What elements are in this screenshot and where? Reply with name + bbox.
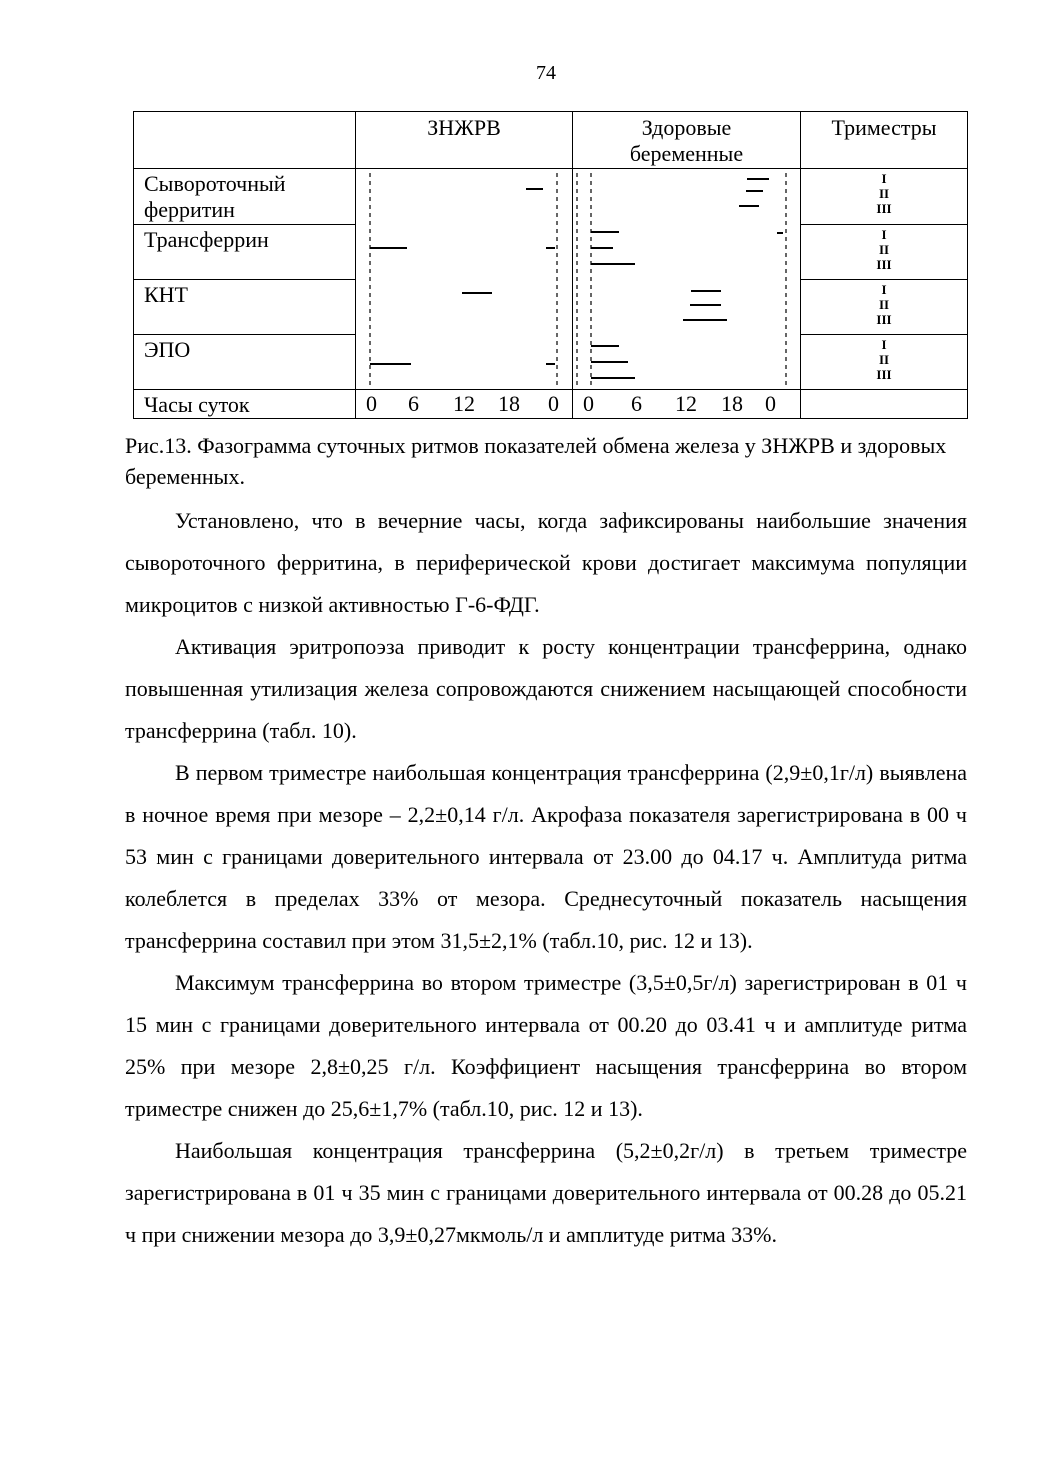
row-label-knt: [134, 280, 356, 335]
trimester-mark-i: I: [881, 337, 887, 352]
trimester-marks-ferritin: [801, 169, 968, 225]
phase-plot-healthy: [573, 169, 801, 390]
hour-tick-label: 12: [453, 391, 475, 416]
phase-plot-znzhrv-svg: [356, 169, 572, 391]
header-healthy-line2: беременные: [629, 141, 744, 166]
trimester-mark-iii: III: [876, 201, 892, 216]
row-label-line2: ферритин: [144, 197, 235, 222]
body-text: [125, 500, 967, 1256]
paragraph: Максимум трансферрина во втором триместре (3,5±0,5г/л) зарегистрирован в 01 ч 15 мин с границами доверительного интервала от 00.20 до 03.41 ч и амплитуде ритма 25% при мезоре 2,8±0,25 г/л. Коэффициент насыщения трансферрина во втором триместре снижен до 25,6±1,7% (табл.10, рис. 12 и 13).: [125, 970, 967, 1121]
hour-tick-label: 18: [721, 391, 743, 416]
page-number: 74: [536, 62, 556, 84]
trimester-mark-i: I: [881, 282, 887, 297]
trimester-marks-knt: [801, 280, 968, 335]
header-trimesters-text: Триместры: [831, 115, 937, 140]
hours-axis-healthy: [573, 390, 801, 419]
header-healthy: [573, 112, 801, 169]
hour-tick-label: 18: [498, 391, 520, 416]
hour-tick-label: 0: [583, 391, 594, 416]
trimester-mark-i: I: [881, 227, 887, 242]
trimester-mark-ii: II: [878, 352, 890, 367]
header-znzhrv-text: ЗНЖРВ: [427, 115, 501, 140]
row-label-ferritin: [134, 169, 356, 225]
table-corner-cell: [134, 112, 356, 169]
trimester-marks-epo: [801, 335, 968, 390]
row-label-line1: Трансферрин: [144, 227, 269, 252]
trimester-mark-iii: III: [876, 257, 892, 272]
trimester-mark-ii: II: [878, 297, 890, 312]
header-trimesters: [801, 112, 968, 169]
figure-caption: Рис.13. Фазограмма суточных ритмов показателей обмена железа у ЗНЖРВ и здоровых беременных.: [125, 433, 947, 489]
row-label-transferrin: [134, 225, 356, 280]
trimester-mark-iii: III: [876, 312, 892, 327]
phase-plot-healthy-svg: [573, 169, 800, 391]
hour-tick-label: 0: [366, 391, 377, 416]
trimester-mark-ii: II: [878, 186, 890, 201]
hour-tick-label: 0: [548, 391, 559, 416]
hours-label: Часы суток: [144, 392, 250, 417]
header-healthy-line1: Здоровые: [641, 115, 732, 140]
row-label-epo: [134, 335, 356, 390]
phase-plot-znzhrv: [356, 169, 573, 390]
paragraph: Наибольшая концентрация трансферрина (5,2±0,2г/л) в третьем триместре зарегистрирована в 01 ч 35 мин с границами доверительного интервала от 00.28 до 05.21 ч при снижении мезора до 3,9±0,27мкмоль/л и амплитуде ритма 33%.: [125, 1138, 967, 1247]
row-label-hours: [134, 390, 356, 419]
row-label-line1: КНТ: [144, 282, 188, 307]
hour-tick-label: 12: [675, 391, 697, 416]
hours-empty-cell: [801, 390, 968, 419]
hour-tick-label: 6: [631, 391, 642, 416]
paragraph: В первом триместре наибольшая концентрация трансферрина (2,9±0,1г/л) выявлена в ночное время при мезоре – 2,2±0,14 г/л. Акрофаза показателя зарегистрирована в 00 ч 53 мин с границами доверительного интервала от 23.00 до 04.17 ч. Амплитуда ритма колеблется в пределах 33% от мезора. Среднесуточный показатель насыщения трансферрина составил при этом 31,5±2,1% (табл.10, рис. 12 и 13).: [125, 760, 967, 953]
trimester-mark-iii: III: [876, 367, 892, 382]
paragraph: Установлено, что в вечерние часы, когда зафиксированы наибольшие значения сывороточного ферритина, в периферической крови достигает максимума популяции микроцитов с низкой активностью Г-6-ФДГ.: [125, 508, 967, 617]
trimester-marks-transferrin: [801, 225, 968, 280]
trimester-mark-ii: II: [878, 242, 890, 257]
row-label-line1: Сывороточный: [144, 171, 286, 196]
paragraph: Активация эритропоэза приводит к росту концентрации трансферрина, однако повышенная утилизация железа сопровождаются снижением насыщающей способности трансферрина (табл. 10).: [125, 634, 967, 743]
hour-tick-label: 6: [408, 391, 419, 416]
phasogram-table: [133, 111, 968, 419]
hour-tick-label: 0: [765, 391, 776, 416]
header-znzhrv: [356, 112, 573, 169]
row-label-line1: ЭПО: [144, 337, 191, 362]
trimester-mark-i: I: [881, 171, 887, 186]
hours-axis-znzhrv: [356, 390, 573, 419]
